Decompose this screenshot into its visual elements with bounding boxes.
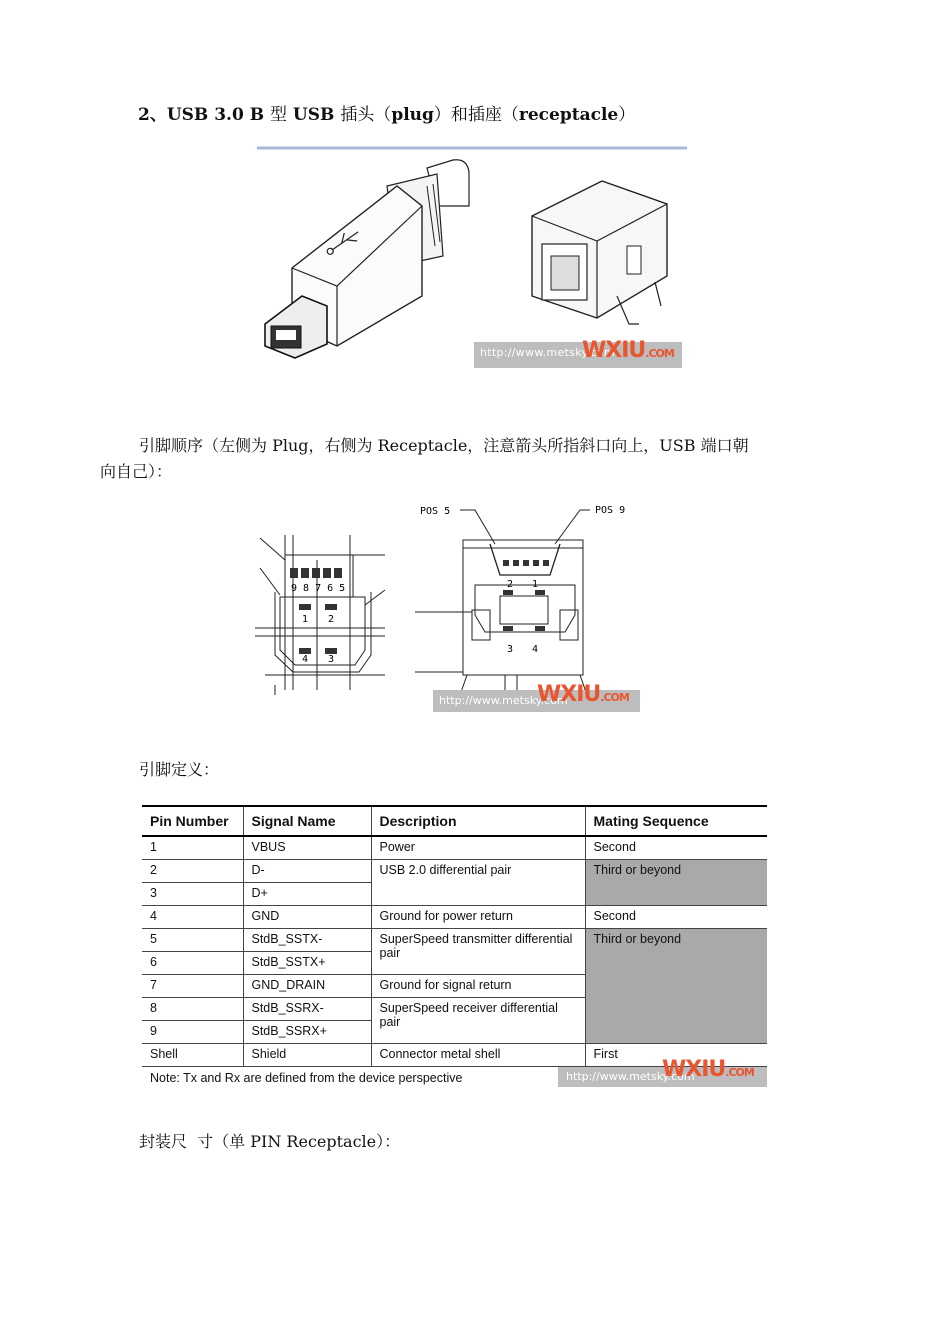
plug-pin-2: 2 <box>328 614 335 625</box>
table-row: 8 StdB_SSRX- SuperSpeed receiver differential pair <box>142 998 767 1021</box>
table-note: Note: Tx and Rx are defined from the device perspective http://www.metsky.com WXIU.COM <box>142 1067 767 1093</box>
pos9-label: POS 9 <box>595 505 626 516</box>
header-mating-sequence: Mating Sequence <box>585 806 767 836</box>
header-pin-number: Pin Number <box>142 806 243 836</box>
section-heading: 2、USB 3.0 B 型 USB 插头（plug）和插座（receptacle） <box>138 105 636 125</box>
table-row: 7 GND_DRAIN Ground for signal return <box>142 975 767 998</box>
pin-definition-table <box>142 805 767 1067</box>
table-row: 2 D- USB 2.0 differential pair Third or beyond <box>142 860 767 883</box>
table-row: 4 GND Ground for power return Second <box>142 906 767 929</box>
plug-pin-1: 1 <box>302 614 309 625</box>
watermark <box>433 682 640 712</box>
pin-definition-table-wrap <box>142 805 767 1093</box>
table-row: 1 VBUS Power Second <box>142 836 767 860</box>
pos5-label: POS 5 <box>420 506 451 517</box>
watermark-url: http://www.metsky.com <box>474 346 621 359</box>
header-signal-name: Signal Name <box>243 806 371 836</box>
table-row: 3 D+ <box>142 883 767 906</box>
watermark-logo: WXIU.COM <box>582 338 674 363</box>
pin-definition-label: 引脚定义： <box>139 760 220 779</box>
rec-pin-4: 4 <box>532 644 539 655</box>
package-dimension-label: 封装尺 寸（单 PIN Receptacle）： <box>139 1132 401 1151</box>
rec-pin-1: 1 <box>532 579 539 590</box>
pin-order-paragraph: 引脚顺序（左侧为 Plug，右侧为 Receptacle，注意箭头所指斜口向上，USB 端口朝 向自己）： <box>100 436 749 481</box>
watermark-logo: WXIU.COM <box>537 682 629 707</box>
plug-pin-4: 4 <box>302 654 309 665</box>
table-row: 9 StdB_SSRX+ <box>142 1021 767 1044</box>
watermark <box>558 1057 767 1087</box>
rec-pin-2: 2 <box>507 579 514 590</box>
pin-order-diagram <box>255 500 650 714</box>
table-row: Shell Shield Connector metal shell First <box>142 1044 767 1067</box>
table-row: 6 StdB_SSTX+ <box>142 952 767 975</box>
watermark-url: http://www.metsky.com <box>566 1070 695 1083</box>
plug-top-pins-label: 9 8 7 6 5 <box>291 583 346 594</box>
watermark-url: http://www.metsky.com <box>439 694 568 707</box>
watermark <box>474 338 682 368</box>
plug-pin-3: 3 <box>328 654 335 665</box>
watermark-logo: WXIU.COM <box>662 1057 754 1082</box>
table-row: 5 StdB_SSTX- SuperSpeed transmitter differential pair Third or beyond <box>142 929 767 952</box>
header-description: Description <box>371 806 585 836</box>
connector-illustration <box>257 146 687 372</box>
table-header-row <box>142 806 767 836</box>
rec-pin-3: 3 <box>507 644 514 655</box>
